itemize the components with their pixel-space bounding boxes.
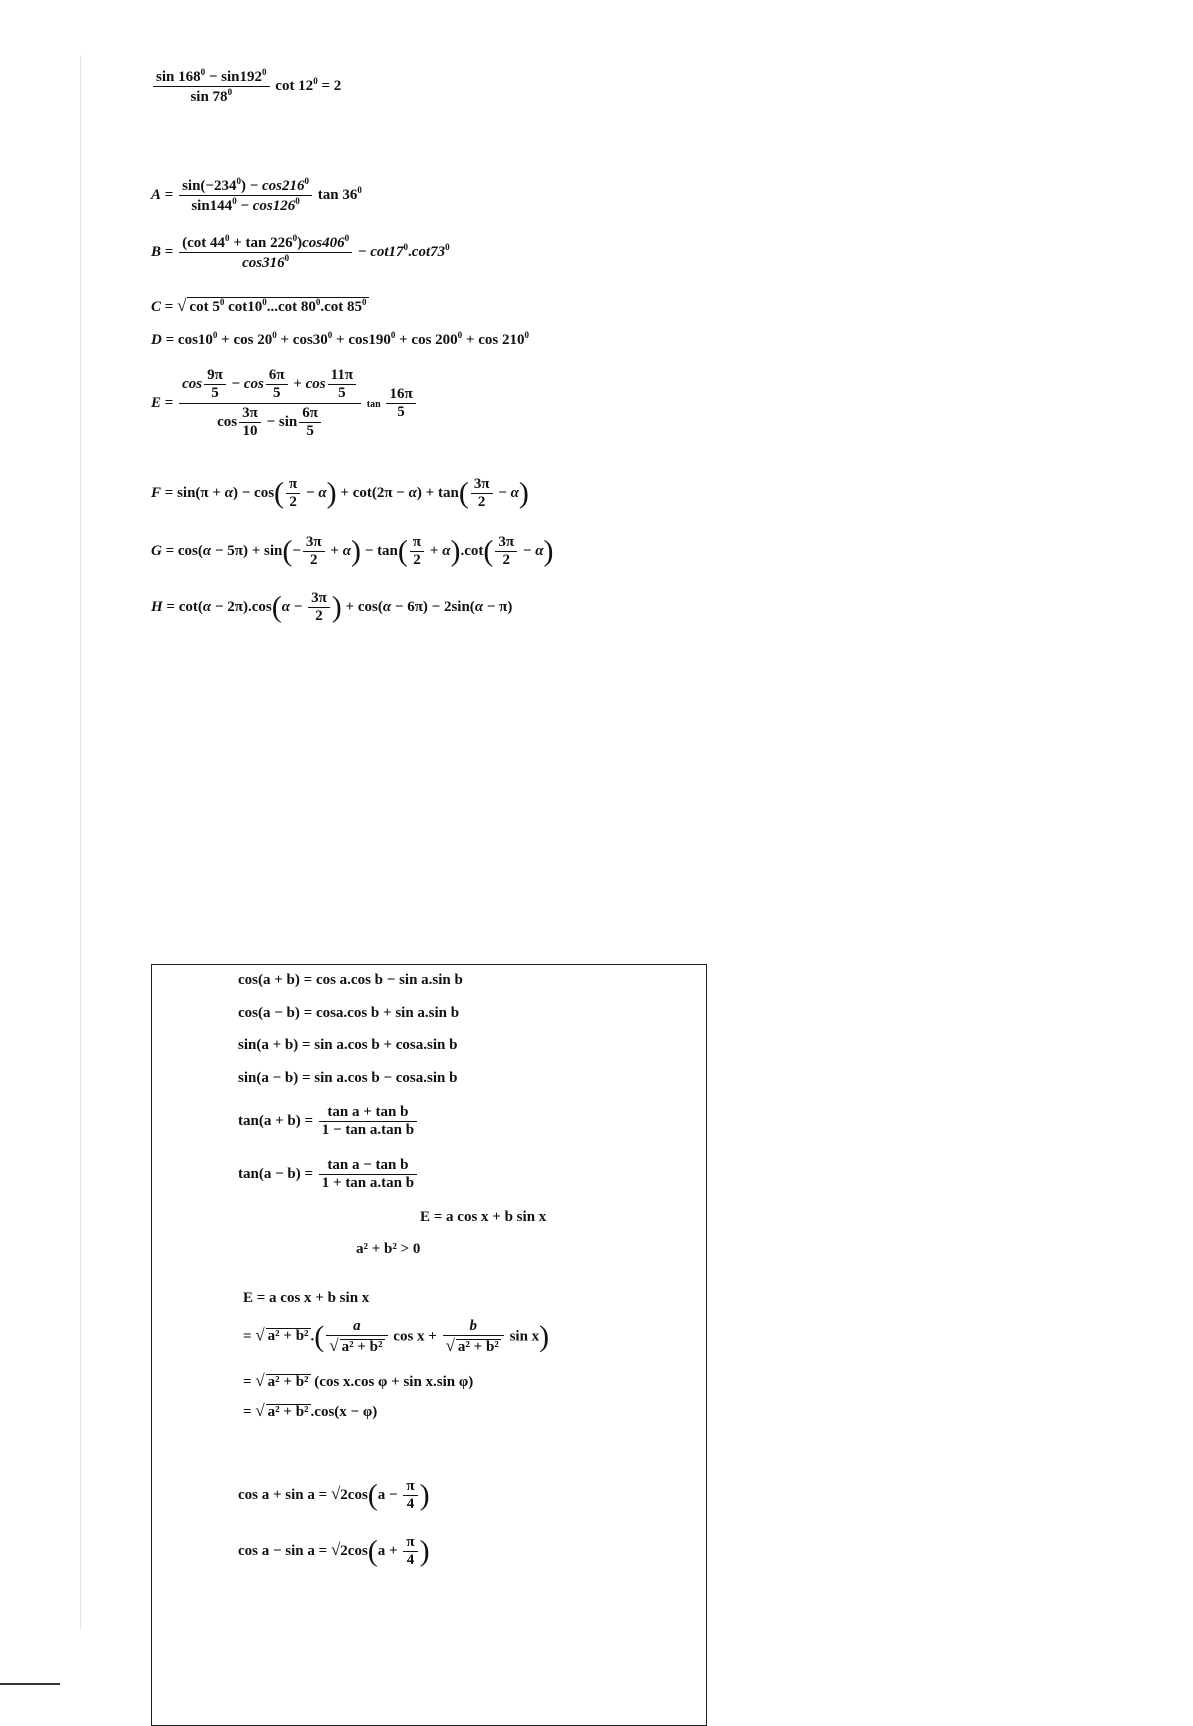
derivation-line-1: E = a cos x + b sin x <box>243 1290 370 1306</box>
derivation-line-3: = √ a² + b² (cos x.cos φ + sin x.sin φ) <box>243 1371 474 1390</box>
rule-cos-sum: cos(a + b) = cos a.cos b − sin a.sin b <box>238 972 463 988</box>
rule-cos-diff: cos(a − b) = cosa.cos b + sin a.sin b <box>238 1005 460 1021</box>
e-definition: E = a cos x + b sin x <box>420 1209 547 1225</box>
rule-tan-diff: tan(a − b) = $\frac{\text{tan a − tan b}}{\text{1 + tan a.tan b}}$ <box>238 1157 419 1192</box>
exercise-h: H = cot(α − 2π).cos(α − $\frac{3\pi}{2}$ ) + cos(α − 6π) − 2sin(α − π) <box>151 590 513 624</box>
condition: a² + b² > 0 <box>356 1241 421 1257</box>
exercise-b: B = $\frac{(\cot 44^0 + \tan 226^0)\cos 406^0}{\cos 316^0}$ − $\cot 17^0.\cot 73^0$ <box>151 233 450 271</box>
derivation-line-2: = √ a² + b² .( $\frac{a}{\text{√ a² + b²}}$ cos x + $\frac{b}{\text{√ a² + b²}}$ sin x) <box>243 1318 550 1355</box>
rule-sin-diff: sin(a − b) = sin a.cos b − cosa.sin b <box>238 1070 458 1086</box>
sum-formula-2: cos a − sin a = √2cos(a + $\frac{\pi}{4}$ ) <box>238 1534 430 1568</box>
sum-formula-1: cos a + sin a = √2cos(a − $\frac{\pi}{4}$ ) <box>238 1478 430 1512</box>
exercise-f: F = sin(π + α) − cos( $\frac{\pi}{2}$ − α) + cot(2π − α) + tan( $\frac{3\pi}{2}$ − α) <box>151 476 529 510</box>
rule-sin-sum: sin(a + b) = sin a.cos b + cosa.sin b <box>238 1037 458 1053</box>
identity-equation: $\frac{\sin 168^0 - \sin 192^0}{\sin 78^0}$ $\cot 12^0 = 2$ <box>151 67 341 106</box>
rule-tan-sum: tan(a + b) = $\frac{\text{tan a + tan b}}{\text{1 − tan a.tan b}}$ <box>238 1104 419 1139</box>
exercise-d: $D = \cos 10^0 + \cos 20^0 + \cos 30^0 + \cos 190^0 + \cos 200^0 + \cos 210^0$ <box>151 330 529 348</box>
exercise-g: G = cos(α − 5π) + sin(− $\frac{3\pi}{2}$ + α) − tan( $\frac{\pi}{2}$ + α).cot( $\frac{3\pi}{2}$ − α) <box>151 534 554 568</box>
derivation-line-4: = √ a² + b² .cos(x − φ) <box>243 1401 378 1420</box>
exercise-a: A = $\frac{\sin(-234^0) - \cos 216^0}{\sin 144^0 - \cos 126^0}$ $\tan 36^0$ <box>151 176 362 214</box>
left-margin-line <box>80 55 81 1630</box>
exercise-e: E = cos $\frac{9\pi}{5}$ − cos $\frac{6\pi}{5}$ + cos $\frac{11\pi}{5}$ cos $\frac{3\pi}{10}$ − sin $\frac{6\pi}{5}$ tan $\frac{16\pi}{5}$ <box>151 366 418 441</box>
page-footer-line <box>0 1683 60 1685</box>
exercise-c: C = √ $\cot 5^0$ $\cot 10^0...\cot$ $80^0.\cot$ $85^0$ <box>151 296 367 315</box>
